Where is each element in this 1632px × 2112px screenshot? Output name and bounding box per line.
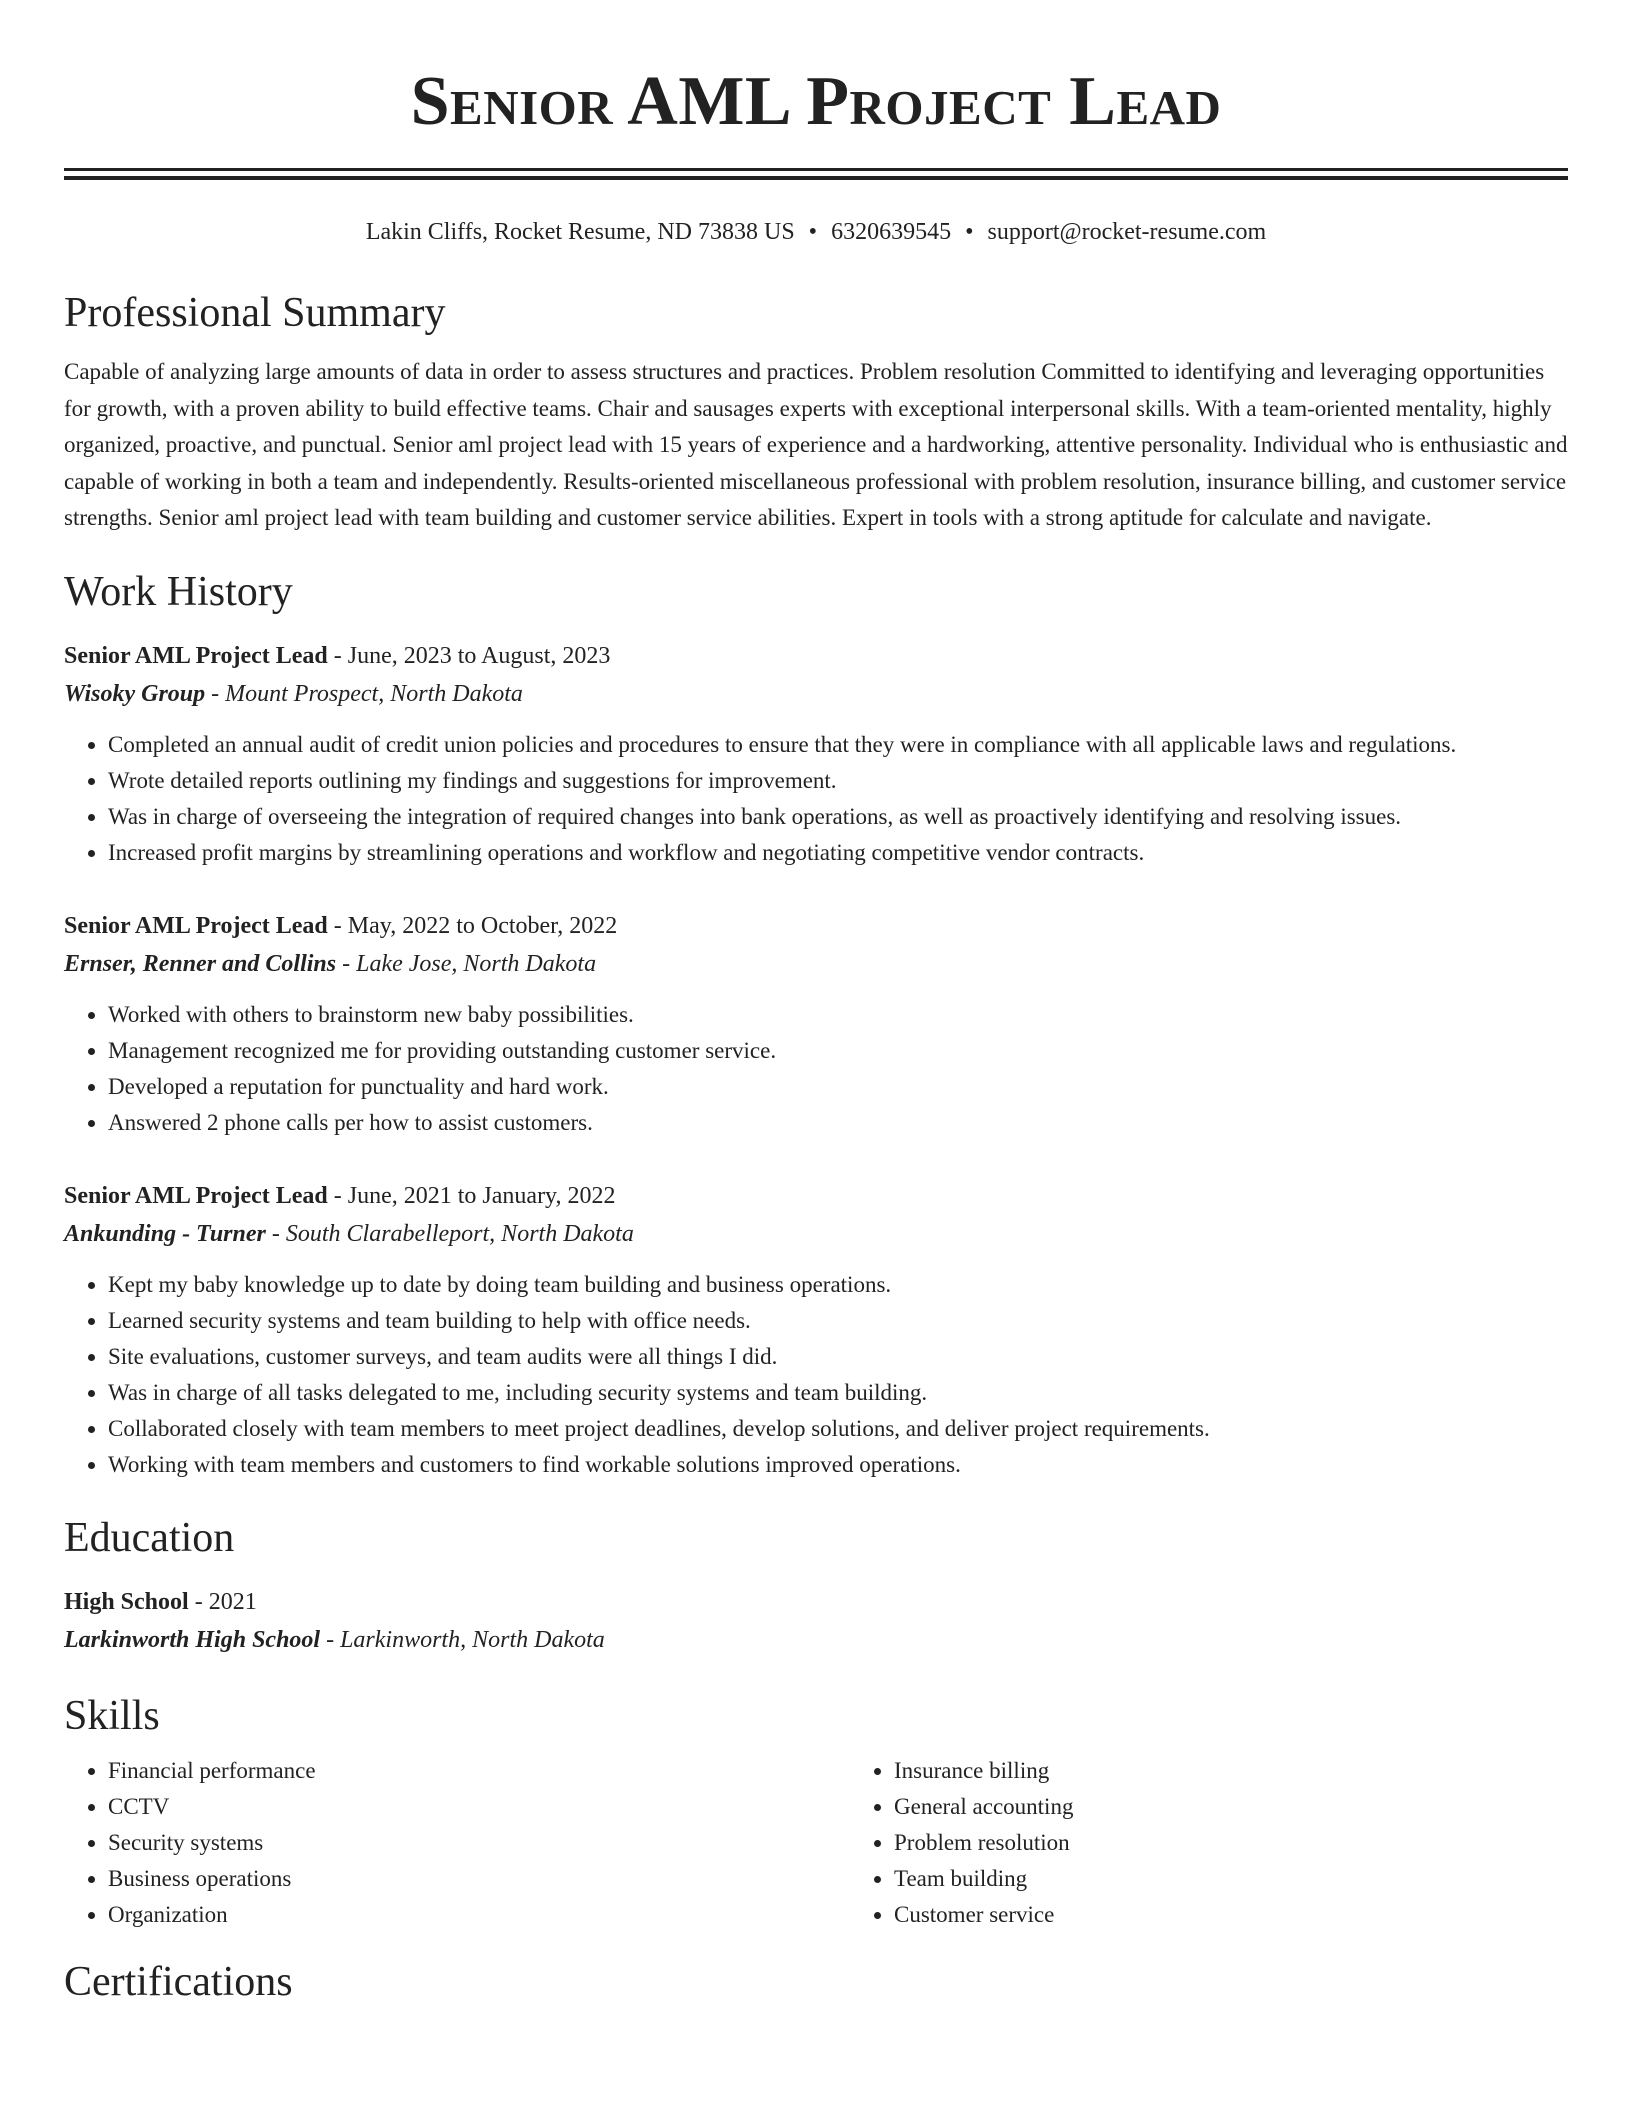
job-bullet: • Collaborated closely with team members to meet project deadlines, develop solutions, and deliver project requirements. — [108, 1411, 1568, 1447]
company-name: Wisoky Group — [64, 680, 206, 707]
job-title: Senior AML Project Lead — [64, 912, 328, 939]
job-dates: - May, 2022 to October, 2022 — [327, 912, 618, 939]
job-entry — [64, 907, 1568, 1141]
job-entry — [64, 1177, 1568, 1483]
job-dates: - June, 2023 to August, 2023 — [327, 642, 611, 669]
company-location: - South Clarabelleport, North Dakota — [265, 1220, 634, 1247]
job-bullets — [64, 997, 1568, 1141]
school-line — [64, 1621, 1568, 1659]
job-bullet: • Management recognized me for providing outstanding customer service. — [108, 1033, 1568, 1069]
summary-text: Capable of analyzing large amounts of data in order to assess structures and practices. Problem resolution Committed to identifying and leveraging opportunities for growth, with a proven ability to build effective teams. Chair and sausages experts with exceptional interpersonal skills. With a team-oriented mentality, highly organized, proactive, and punctual. Senior aml project lead with 15 years of experience and a hardworking, attentive personality. Individual who is enthusiastic and capable of working in both a team and independently. Results-oriented miscellaneous professional with problem resolution, insurance billing, and customer service strengths. Senior aml project lead with team building and customer service abilities. Expert in tools with a strong aptitude for calculate and navigate. — [64, 359, 1568, 530]
company-line — [64, 1215, 1568, 1253]
job-title-line — [64, 637, 1568, 675]
title-rule-bottom — [64, 176, 1568, 180]
company-line — [64, 945, 1568, 983]
job-bullets — [64, 727, 1568, 871]
education-heading: Education — [64, 1514, 235, 1561]
skills-list-left — [64, 1753, 850, 1933]
skill-item: • Financial performance — [108, 1753, 850, 1789]
skill-item: • Customer service — [894, 1897, 1568, 1933]
skills-heading: Skills — [64, 1692, 160, 1739]
work-history-heading: Work History — [64, 568, 293, 615]
education-year: - 2021 — [188, 1588, 257, 1615]
job-bullet: • Worked with others to brainstorm new baby possibilities. — [108, 997, 1568, 1033]
company-name: Ankunding - Turner — [64, 1220, 266, 1247]
company-location: - Lake Jose, North Dakota — [336, 950, 597, 977]
degree: High School — [64, 1588, 189, 1615]
contact-email: support@rocket-resume.com — [987, 219, 1267, 245]
job-dates: - June, 2021 to January, 2022 — [327, 1182, 616, 1209]
job-bullet: • Working with team members and customers to find workable solutions improved operations. — [108, 1447, 1568, 1483]
job-title-line — [64, 907, 1568, 945]
skill-item: • Organization — [108, 1897, 850, 1933]
job-entry — [64, 637, 1568, 871]
job-bullets — [64, 1267, 1568, 1483]
school-name: Larkinworth High School — [64, 1626, 321, 1653]
job-bullet: • Completed an annual audit of credit union policies and procedures to ensure that they were in compliance with all applicable laws and regulations. — [108, 727, 1568, 763]
job-bullet: • Increased profit margins by streamlining operations and workflow and negotiating competitive vendor contracts. — [108, 835, 1568, 871]
skill-item: • Team building — [894, 1861, 1568, 1897]
skill-item: • Insurance billing — [894, 1753, 1568, 1789]
contact-separator: • — [808, 219, 818, 245]
contact-address: Lakin Cliffs, Rocket Resume, ND 73838 US — [365, 219, 795, 245]
skills-columns — [64, 1753, 1568, 1933]
school-location: - Larkinworth, North Dakota — [320, 1626, 605, 1653]
job-bullet: • Was in charge of overseeing the integration of required changes into bank operations, as well as proactively identifying and resolving issues. — [108, 799, 1568, 835]
job-bullet: • Was in charge of all tasks delegated to me, including security systems and team building. — [108, 1375, 1568, 1411]
job-bullet: • Kept my baby knowledge up to date by doing team building and business operations. — [108, 1267, 1568, 1303]
certifications-heading: Certifications — [64, 1958, 293, 2005]
job-title: Senior AML Project Lead — [64, 1182, 328, 1209]
company-location: - Mount Prospect, North Dakota — [205, 680, 523, 707]
job-title: Senior AML Project Lead — [64, 642, 328, 669]
job-bullet: • Wrote detailed reports outlining my findings and suggestions for improvement. — [108, 763, 1568, 799]
skill-item: • General accounting — [894, 1789, 1568, 1825]
skill-item: • CCTV — [108, 1789, 850, 1825]
resume-title: Senior AML Project Lead — [410, 63, 1222, 140]
summary-heading: Professional Summary — [64, 290, 446, 336]
job-bullet: • Answered 2 phone calls per how to assist customers. — [108, 1105, 1568, 1141]
skills-list-right — [850, 1753, 1568, 1933]
skill-item: • Business operations — [108, 1861, 850, 1897]
education-entry — [64, 1583, 1568, 1659]
contact-phone: 6320639545 — [831, 219, 952, 245]
contact-separator: • — [965, 219, 974, 245]
job-bullet: • Developed a reputation for punctuality and hard work. — [108, 1069, 1568, 1105]
skill-item: • Problem resolution — [894, 1825, 1568, 1861]
job-bullet: • Learned security systems and team building to help with office needs. — [108, 1303, 1568, 1339]
degree-line — [64, 1583, 1568, 1621]
company-line — [64, 675, 1568, 713]
contact-line — [64, 216, 1568, 248]
job-bullet: • Site evaluations, customer surveys, and team audits were all things I did. — [108, 1339, 1568, 1375]
title-rule-top — [64, 168, 1568, 171]
skill-item: • Security systems — [108, 1825, 850, 1861]
company-name: Ernser, Renner and Collins — [64, 950, 337, 977]
job-title-line — [64, 1177, 1568, 1215]
